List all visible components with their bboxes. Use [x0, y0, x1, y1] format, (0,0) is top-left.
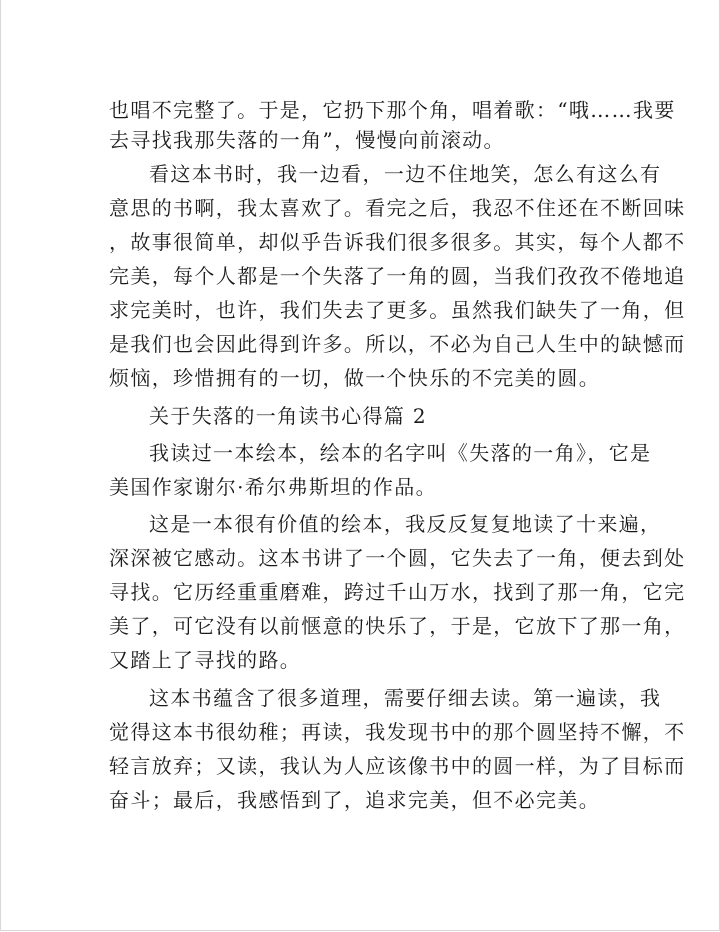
- paragraph-first-line: 这是一本很有价值的绘本，我反反复复地读了十来遍，: [149, 512, 662, 536]
- text-line: 烦恼，珍惜拥有的一切，做一个快乐的不完美的圆。: [109, 366, 601, 390]
- text-line: 奋斗；最后，我感悟到了，追求完美，但不必完美。: [109, 788, 601, 812]
- text-line: 去寻找我那失落的一角”，慢慢向前滚动。: [109, 128, 505, 152]
- text-line: 是我们也会因此得到许多。所以，不必为自己人生中的缺憾而: [109, 332, 686, 356]
- text-line: 寻找。它历经重重磨难，跨过千山万水，找到了那一角，它完: [109, 580, 686, 604]
- text-line: 求完美时，也许，我们失去了更多。虽然我们缺失了一角，但: [109, 298, 686, 322]
- section-heading: 关于失落的一角读书心得篇 2: [149, 404, 427, 428]
- text-line: 觉得这本书很幼稚；再读，我发现书中的那个圆坚持不懈，不: [109, 720, 686, 744]
- text-line: 意思的书啊，我太喜欢了。看完之后，我忍不住还在不断回味: [109, 196, 686, 220]
- text-line: 美国作家谢尔·希尔弗斯坦的作品。: [109, 475, 437, 499]
- text-line: 轻言放弃；又读，我认为人应该像书中的圆一样，为了目标而: [109, 754, 686, 778]
- paragraph-first-line: 看这本书时，我一边看，一边不住地笑，怎么有这么有: [149, 162, 662, 186]
- text-line: 美了，可它没有以前惬意的快乐了，于是，它放下了那一角，: [109, 614, 686, 638]
- paragraph-first-line: 这本书蕴含了很多道理，需要仔细去读。第一遍读，我: [149, 686, 662, 710]
- text-line: 完美，每个人都是一个失落了一角的圆，当我们孜孜不倦地追: [109, 264, 686, 288]
- text-line: 深深被它感动。这本书讲了一个圆，它失去了一角，便去到处: [109, 546, 686, 570]
- text-line: ，故事很简单，却似乎告诉我们很多很多。其实，每个人都不: [109, 230, 686, 254]
- paragraph-first-line: 我读过一本绘本，绘本的名字叫《失落的一角》，它是: [149, 441, 652, 465]
- text-line: 又踏上了寻找的路。: [109, 648, 302, 672]
- text-line: 也唱不完整了。于是，它扔下那个角，唱着歌：“哦……我要: [109, 98, 676, 122]
